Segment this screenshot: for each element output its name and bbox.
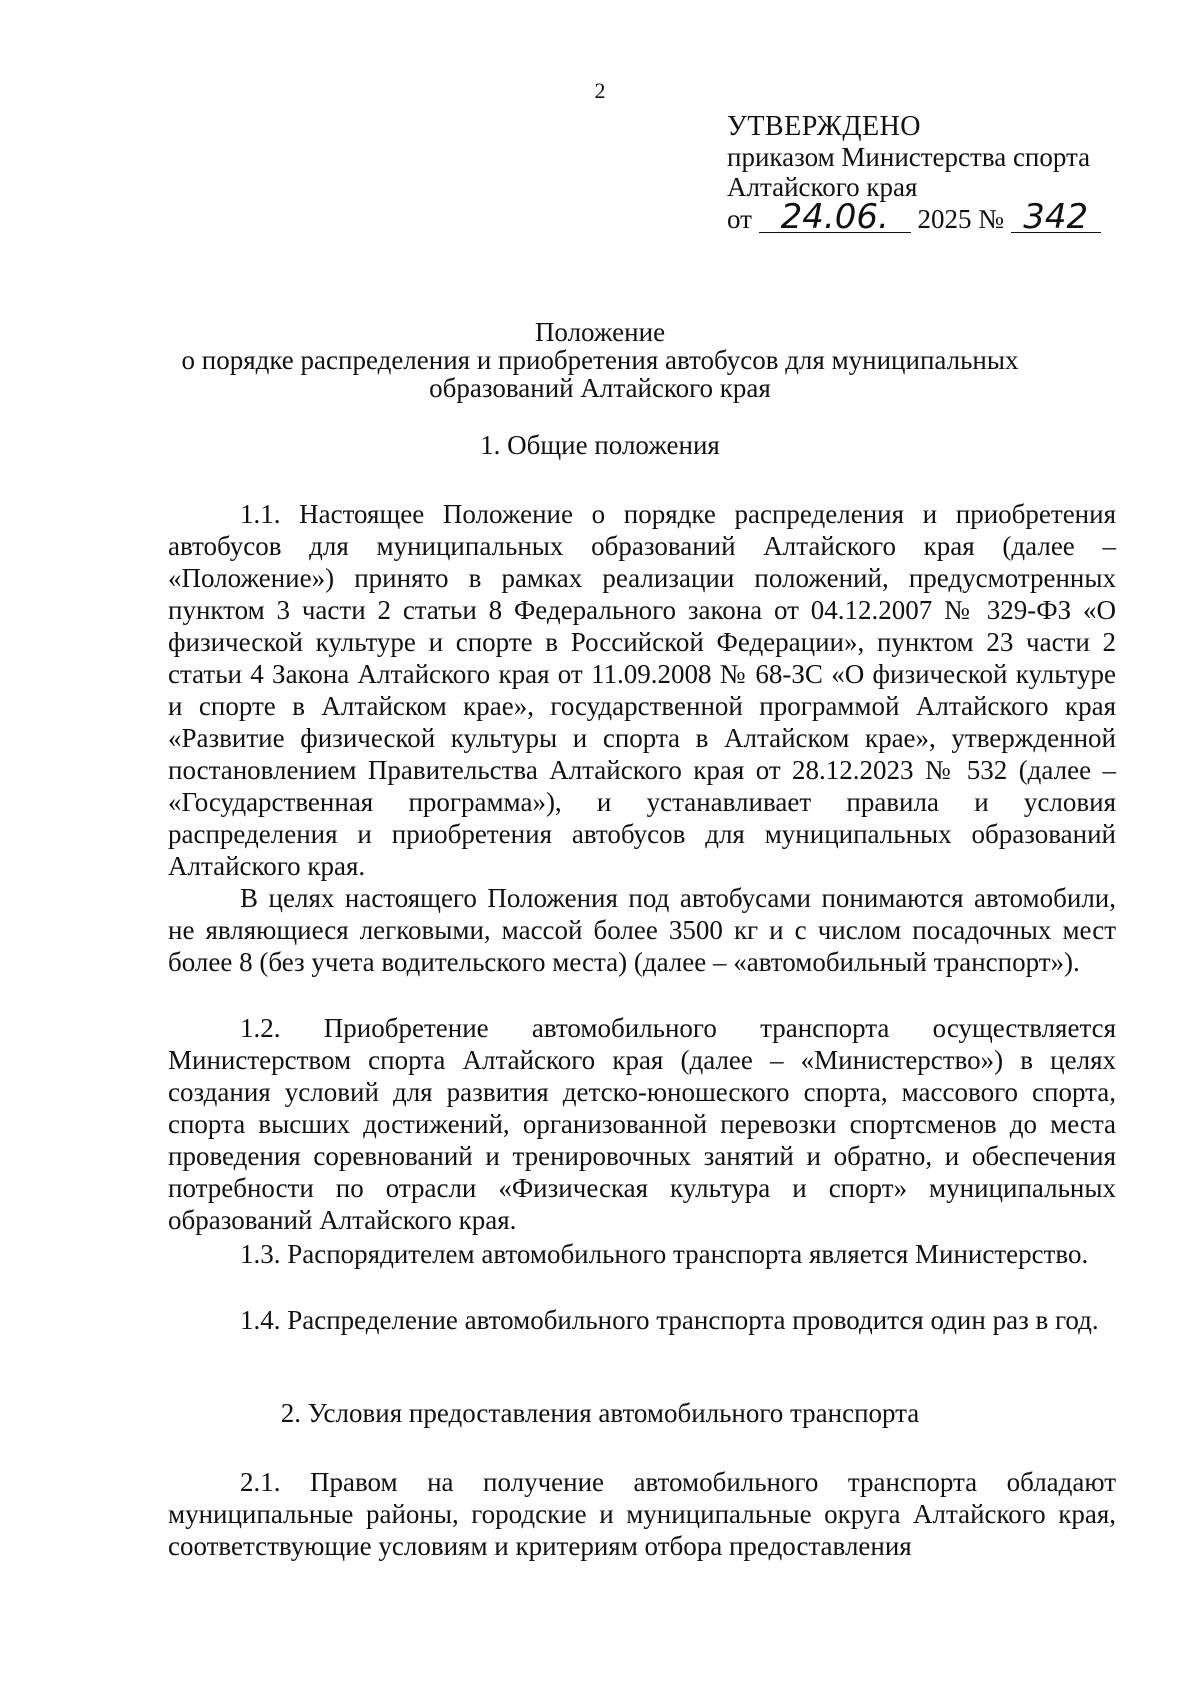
year-label: 2025 № — [917, 204, 1004, 234]
paragraph-1-3: 1.3. Распорядителем автомобильного транспорта является Министерство. — [240, 1239, 1089, 1269]
approval-line-2: Алтайского края — [727, 172, 918, 202]
approval-block — [727, 111, 1101, 237]
approval-date-line — [727, 197, 1101, 237]
document-title — [0, 318, 1200, 402]
approval-line-1: приказом Министерства спорта — [727, 142, 1091, 172]
paragraph-2-1: 2.1. Правом на получение автомобильного транспорта обладают муниципальные районы, городские и муниципальные округа Алтайского края, соответствующие условиям и критериям отбора предоставления — [168, 1467, 1116, 1561]
section-2-heading: 2. Условия предоставления автомобильного транспорта — [280, 1398, 920, 1428]
handwritten-date: 24.06. — [759, 202, 911, 233]
page-number: 2 — [594, 78, 606, 103]
date-prefix: от — [727, 204, 752, 234]
title-line-1: Положение — [534, 317, 666, 347]
paragraph-1-2: 1.2. Приобретение автомобильного транспорта осуществляется Министерством спорта Алтайского края (далее – «Министерство») в целях создания условий для развития детско-юношеского спорта, массового спорта, спорта высших достижений, организованной перевозки спортсменов до места проведения соревнований и тренировочных занятий и обратно, и обеспечения потребности по отрасли «Физическая культура и спорт» муниципальных образований Алтайского края. — [168, 1013, 1116, 1235]
paragraph-1-1-definition: В целях настоящего Положения под автобусами понимаются автомобили, не являющиеся легковыми, массой более 3500 кг и с числом посадочных мест более 8 (без учета водительского места) (далее – «автомобильный транспорт»). — [168, 883, 1116, 977]
approval-stamp: УТВЕРЖДЕНО — [727, 111, 922, 142]
paragraph-1-1: 1.1. Настоящее Положение о порядке распределения и приобретения автобусов для муниципальных образований Алтайского края (далее – «Положение») принято в рамках реализации положений, предусмотренных пунктом 3 части 2 статьи 8 Федерального закона от 04.12.2007 № 329-ФЗ «О физической культуре и спорте в Российской Федерации», пунктом 23 части 2 статьи 4 Закона Алтайского края от 11.09.2008 № 68-ЗС «О физической культуре и спорте в Алтайском крае», государственной программой Алтайского края «Развитие физической культуры и спорта в Алтайском крае», утвержденной постановлением Правительства Алтайского края от 28.12.2023 № 532 (далее – «Государственная программа»), и устанавливает правила и условия распределения и приобретения автобусов для муниципальных образований Алтайского края. — [168, 499, 1116, 881]
title-line-3: образований Алтайского края — [429, 373, 771, 403]
title-line-2: о порядке распределения и приобретения автобусов для муниципальных — [181, 345, 1019, 375]
paragraph-1-4: 1.4. Распределение автомобильного транспорта проводится один раз в год. — [240, 1305, 1099, 1335]
section-1-heading: 1. Общие положения — [480, 430, 720, 460]
handwritten-order-number: 342 — [1011, 202, 1101, 233]
